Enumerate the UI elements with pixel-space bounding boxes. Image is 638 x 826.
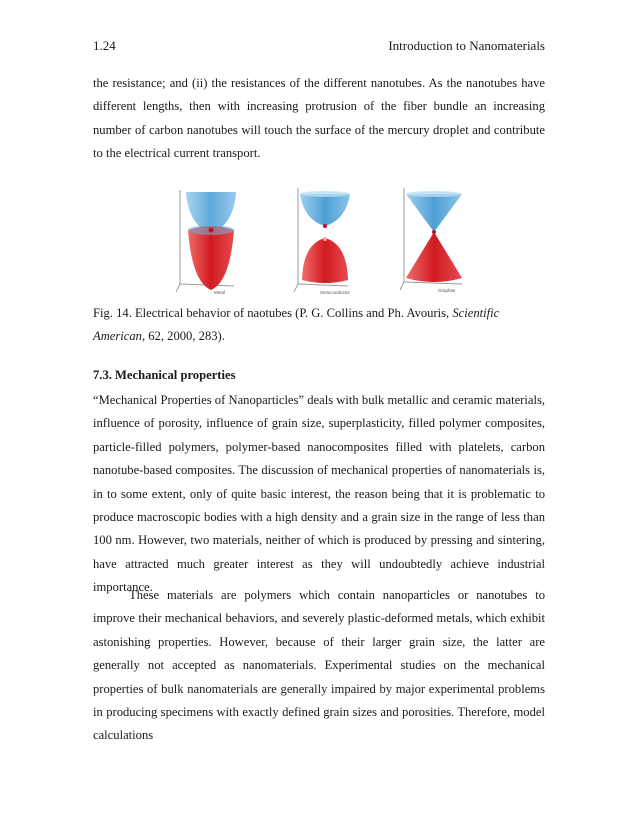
band-structure-figure	[172, 186, 466, 298]
semiconductor-conduction-edge	[323, 224, 327, 228]
page-number: 1.24	[93, 38, 116, 53]
graphite-conduction-cone	[406, 194, 462, 232]
semiconductor-label: Semiconductor	[320, 290, 351, 295]
semiconductor-conduction-band	[300, 194, 350, 226]
metal-panel	[176, 190, 236, 295]
graphite-valence-cone	[406, 232, 462, 282]
semiconductor-valence-edge	[323, 237, 327, 241]
graphite-dirac-point	[432, 230, 436, 234]
band-structure-illustration	[172, 186, 466, 298]
metal-valence-band	[188, 226, 234, 290]
paragraph-resistance: the resistance; and (ii) the resistances of the different nanotubes. As the nanotubes have different lengths, then with increasing protrusion of the fiber bundle an increasing number of carbon nanotubes will touch the surface of the mercury droplet and contribute to the electrical current transport.	[93, 76, 545, 161]
caption-text: Fig. 14. Electrical behavior of naotubes (P. G. Collins and Ph. Avouris,	[93, 306, 453, 320]
caption-citation: , 62, 2000, 283).	[141, 329, 225, 344]
semiconductor-valence-band	[302, 238, 348, 283]
running-title: Introduction to Nanomaterials	[388, 38, 545, 53]
section-heading: 7.3. Mechanical properties	[93, 368, 236, 382]
semiconductor-panel	[294, 188, 351, 295]
figure-caption	[93, 302, 545, 349]
metal-fermi-point	[209, 228, 214, 233]
graphite-label: Graphite	[438, 288, 456, 293]
paragraph-polymers: These materials are polymers which contain nanoparticles or nanotubes to improve their mechanical behaviors, and severely plastic-deformed metals, which exhibit astonishing properties. However, because of their larger grain size, the latter are generally not accepted as nanomaterials. Experimental studies on the mechanical properties of bulk nanomaterials are generally impaired by major experimental problems in producing specimens with exactly defined grain sizes and porosities. Therefore, model calculations	[93, 588, 545, 743]
metal-label: Metal	[214, 290, 226, 295]
paragraph-mechanical-properties: “Mechanical Properties of Nanoparticles” deals with bulk metallic and ceramic materials, influence of porosity, influence of grain size, superplasticity, filled polymer composites, particle-filled polymers, polymer-based nanocomposites filled with platelets, carbon nanotube-based composites. The discussion of mechanical properties of nanomaterials is, in to some extent, only of quite basic interest, the reason being that it is problematic to produce macroscopic bodies with a high density and a grain size in the range of less than 100 nm. However, two materials, neither of which is produced by pressing and sintering, have attracted much greater interest as they will undoubtedly achieve industrial importance.	[93, 393, 545, 595]
caption-journal: Scientific American	[93, 306, 500, 344]
graphite-panel	[400, 188, 462, 293]
